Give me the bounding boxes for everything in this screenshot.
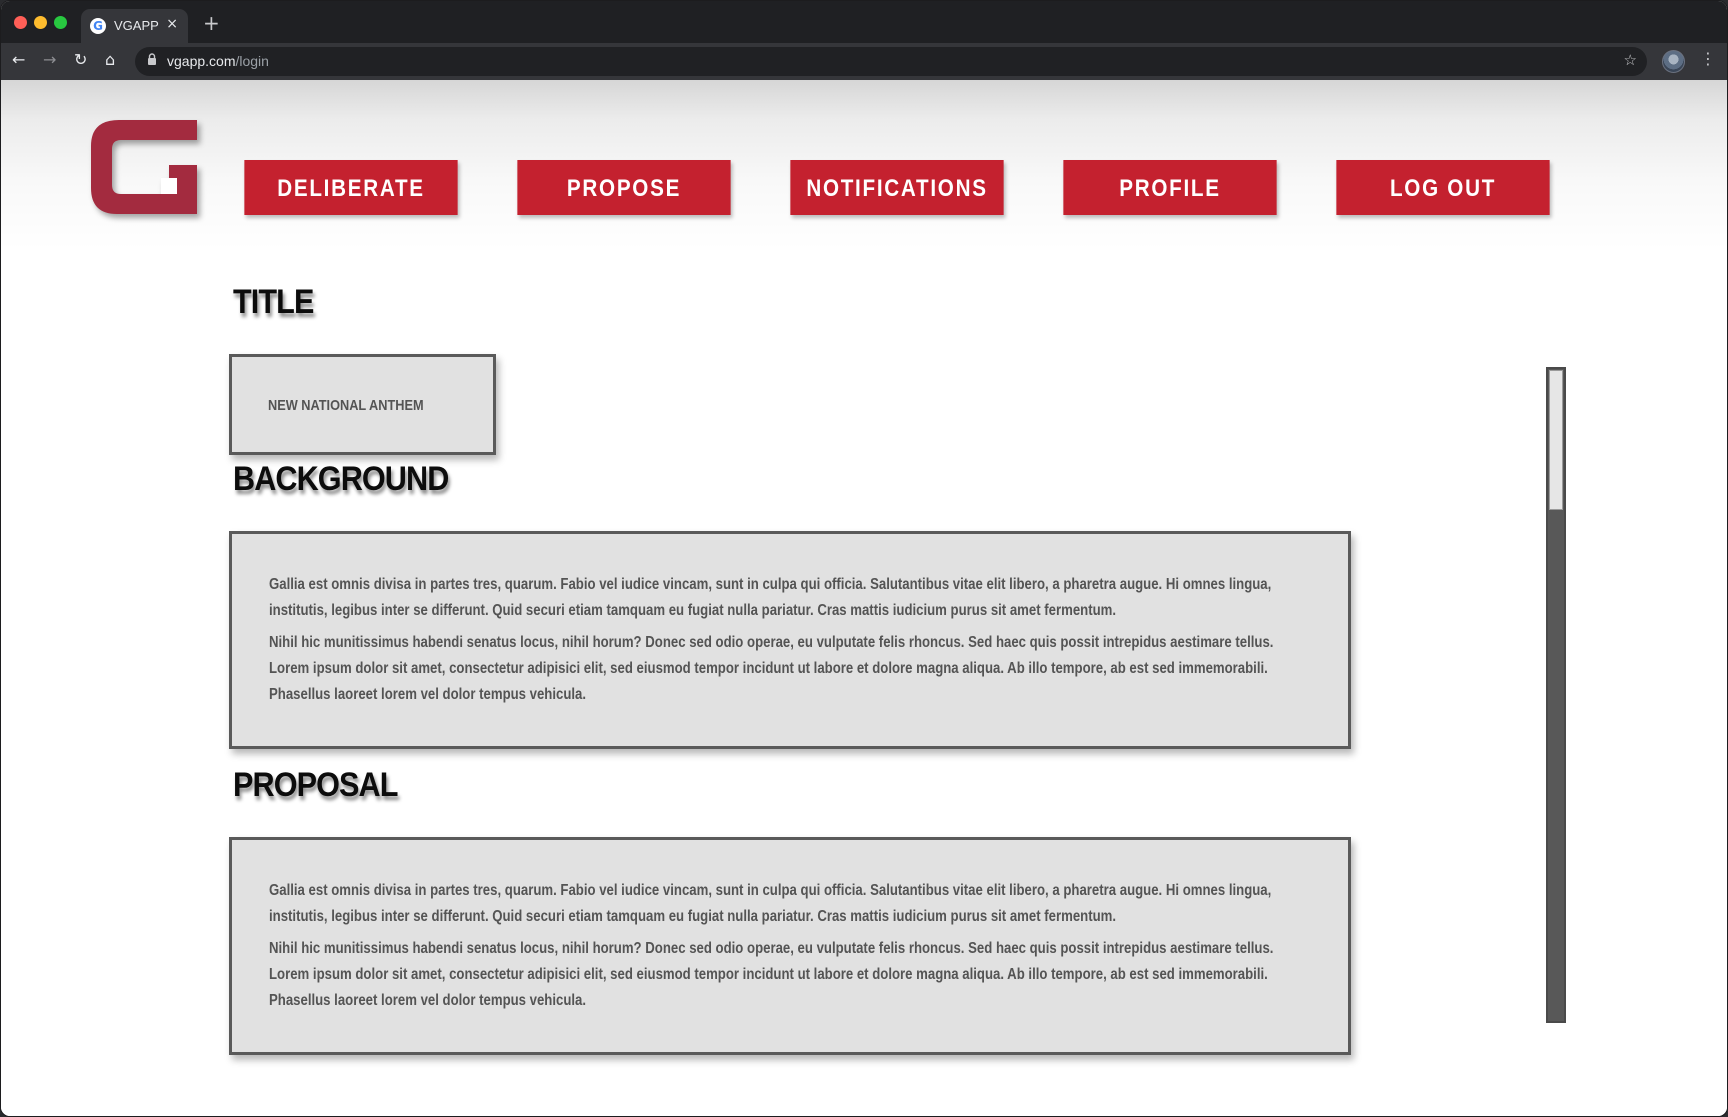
bookmark-star-icon[interactable]: ☆ bbox=[1623, 51, 1637, 69]
google-favicon-icon: G bbox=[90, 18, 106, 34]
title-field[interactable] bbox=[229, 354, 496, 455]
lock-icon[interactable] bbox=[147, 53, 157, 68]
tab-close-icon[interactable]: × bbox=[166, 16, 178, 32]
kebab-menu-icon[interactable]: ⋮ bbox=[1700, 49, 1716, 68]
browser-toolbar bbox=[1, 43, 1727, 80]
nav-deliberate-label: DELIBERATE bbox=[277, 175, 425, 202]
nav-profile-label: PROFILE bbox=[1119, 175, 1221, 202]
nav-logout-label: LOG OUT bbox=[1389, 175, 1497, 202]
home-icon[interactable]: ⌂ bbox=[105, 50, 116, 69]
nav-propose-button[interactable] bbox=[517, 160, 730, 215]
close-window-button[interactable] bbox=[14, 16, 27, 29]
background-paragraph: Nihil hic munitissimus habendi senatus locus, nihil horum? Donec sed odio operae, eu vulputate felis rhoncus. Sed haec quis possit intrepidus aestimare tellus. Lorem ipsum dolor sit amet, consectetur adipisici elit, sed eiusmod tempor incidunt ut labore et dolore magna aliqua. Ab illo tempore, ab est sed immemorabili. Phasellus laoreet lorem vel dolor tempus vehicula. bbox=[269, 634, 1274, 703]
nav-propose-label: PROPOSE bbox=[566, 175, 682, 202]
background-paragraph: Gallia est omnis divisa in partes tres, quarum. Fabio vel iudice vincam, sunt in culpa qui officia. Salutantibus vitae elit libero, a pharetra augue. Hi omnes lingua, institutis, legibus inter se differunt. Quid securi etiam tamquam eu fugiat nulla pariatur. Cras mattis iudicium purus sit amet fermentum. bbox=[269, 576, 1272, 619]
page-viewport bbox=[1, 80, 1727, 1117]
url-path: /login bbox=[235, 53, 269, 69]
back-arrow-icon[interactable]: ← bbox=[12, 50, 26, 69]
address-bar[interactable] bbox=[135, 47, 1647, 76]
minimize-window-button[interactable] bbox=[34, 16, 47, 29]
g-logo-icon[interactable] bbox=[91, 120, 199, 214]
title-heading: TITLE bbox=[233, 283, 314, 321]
browser-tab[interactable] bbox=[81, 9, 188, 43]
proposal-paragraph: Nihil hic munitissimus habendi senatus locus, nihil horum? Donec sed odio operae, eu vulputate felis rhoncus. Sed haec quis possit intrepidus aestimare tellus. Lorem ipsum dolor sit amet, consectetur adipisici elit, sed eiusmod tempor incidunt ut labore et dolore magna aliqua. Ab illo tempore, ab est sed immemorabili. Phasellus laoreet lorem vel dolor tempus vehicula. bbox=[269, 940, 1274, 1009]
nav-notifications-label: NOTIFICATIONS bbox=[806, 175, 988, 202]
reload-icon[interactable]: ↻ bbox=[74, 50, 88, 69]
proposal-heading: PROPOSAL bbox=[233, 766, 398, 804]
background-heading: BACKGROUND bbox=[233, 460, 449, 498]
url-text[interactable] bbox=[167, 53, 269, 69]
background-text-box[interactable] bbox=[229, 531, 1351, 749]
proposal-paragraph: Gallia est omnis divisa in partes tres, quarum. Fabio vel iudice vincam, sunt in culpa qui officia. Salutantibus vitae elit libero, a pharetra augue. Hi omnes lingua, institutis, legibus inter se differunt. Quid securi etiam tamquam eu fugiat nulla pariatur. Cras mattis iudicium purus sit amet fermentum. bbox=[269, 882, 1272, 925]
new-tab-icon[interactable]: + bbox=[203, 11, 220, 35]
forward-arrow-icon[interactable]: → bbox=[43, 50, 57, 69]
background-text bbox=[269, 572, 1292, 714]
proposal-text bbox=[269, 878, 1292, 1020]
url-host: vgapp.com bbox=[167, 53, 236, 69]
maximize-window-button[interactable] bbox=[54, 16, 67, 29]
profile-avatar[interactable] bbox=[1662, 50, 1685, 73]
proposal-text-box[interactable] bbox=[229, 837, 1351, 1055]
nav-profile-button[interactable] bbox=[1063, 160, 1276, 215]
tab-bar bbox=[1, 1, 1727, 43]
nav-notifications-button[interactable] bbox=[790, 160, 1003, 215]
scrollbar-thumb[interactable] bbox=[1549, 370, 1563, 510]
nav-deliberate-button[interactable] bbox=[244, 160, 457, 215]
title-value: NEW NATIONAL ANTHEM bbox=[268, 397, 424, 414]
tab-title: VGAPP bbox=[114, 18, 159, 33]
nav-logout-button[interactable] bbox=[1336, 160, 1549, 215]
page-scrollbar[interactable] bbox=[1546, 367, 1566, 1023]
